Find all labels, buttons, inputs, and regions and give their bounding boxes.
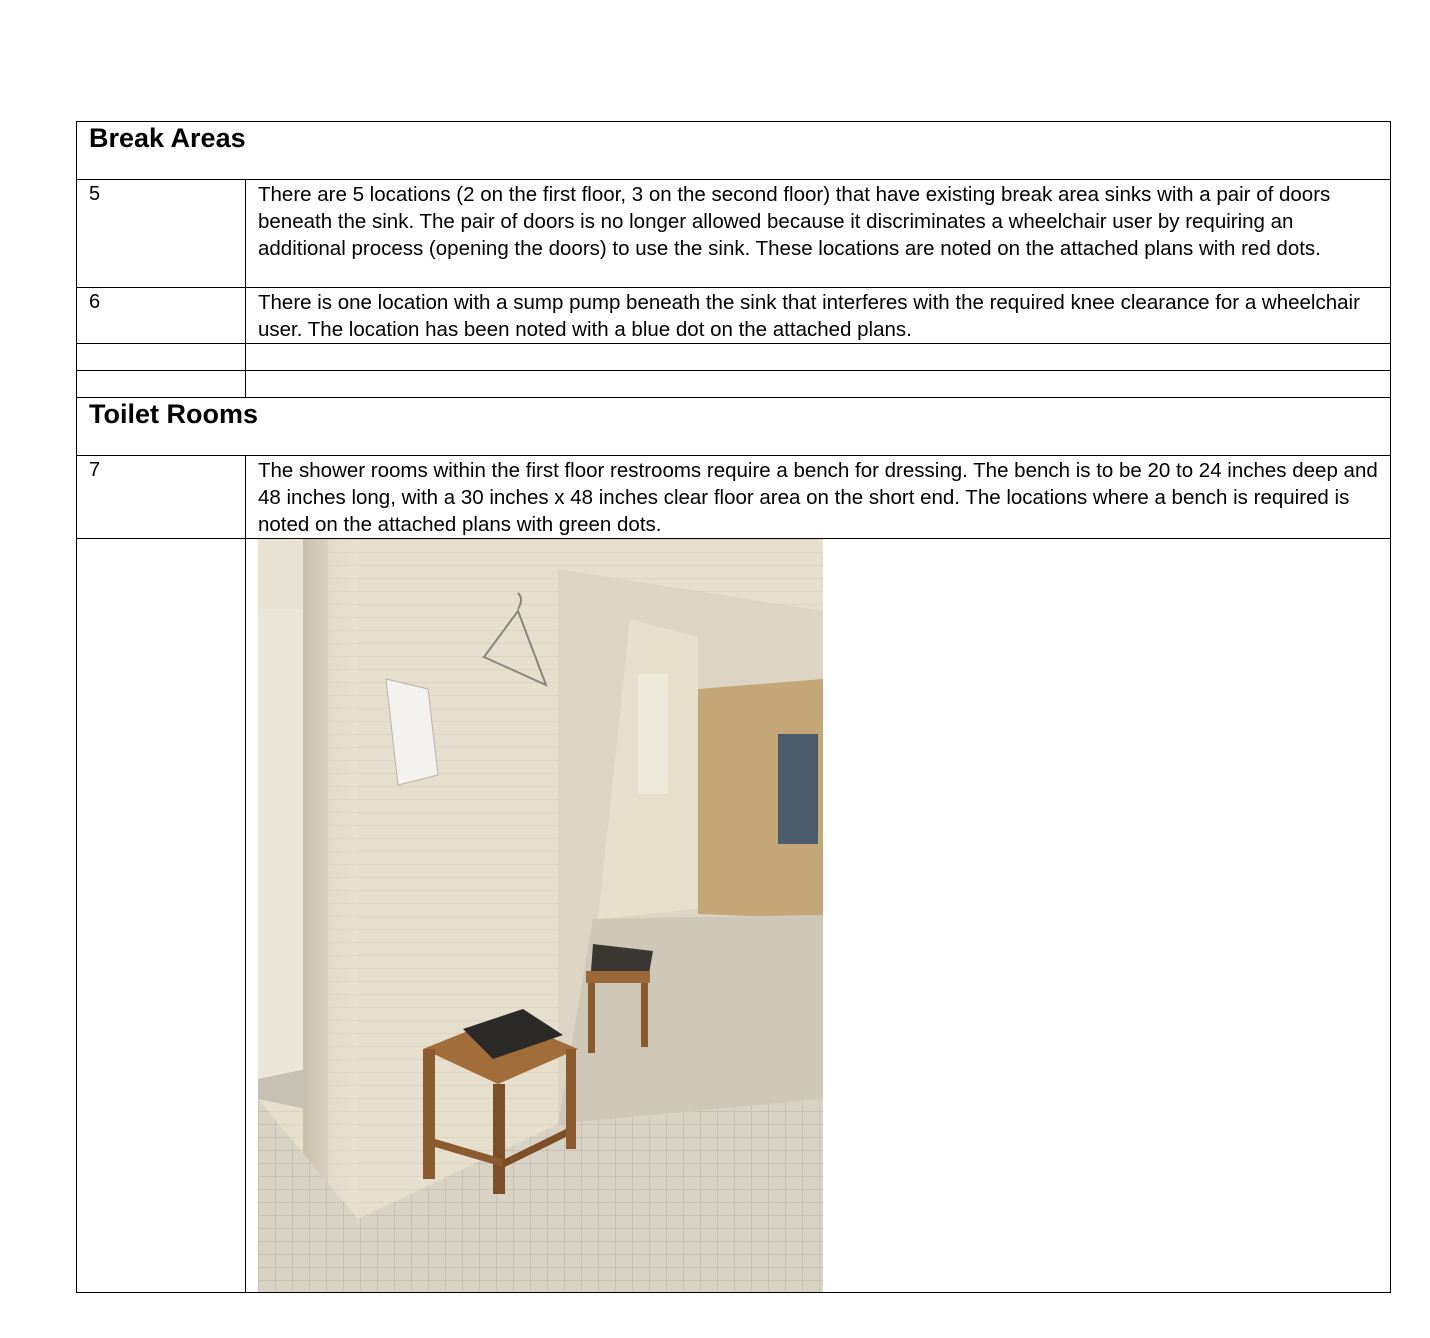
item-number: 6 bbox=[89, 291, 101, 313]
item-number: 5 bbox=[89, 183, 101, 205]
table-row bbox=[77, 288, 1391, 344]
empty-row bbox=[77, 344, 1391, 371]
item-description: There are 5 locations (2 on the first floor, 3 on the second floor) that have existing break area sinks with a pair of doors beneath the sink. The pair of doors is no longer allowed because it discriminates a wheelchair user by requiring an additional process (opening the doors) to use the sink. These locations are noted on the attached plans with red dots. bbox=[258, 183, 1331, 260]
photo-row bbox=[77, 539, 1391, 1293]
item-description: There is one location with a sump pump beneath the sink that interferes with the required knee clearance for a wheelchair user. The location has been noted with a blue dot on the attached plans. bbox=[258, 291, 1360, 341]
table-row bbox=[77, 180, 1391, 288]
item-number: 7 bbox=[89, 459, 101, 481]
accessibility-report-table bbox=[76, 121, 1391, 1293]
shower-room-bench-photo bbox=[258, 539, 823, 1292]
empty-row bbox=[77, 371, 1391, 398]
section-title: Break Areas bbox=[89, 123, 246, 153]
section-title: Toilet Rooms bbox=[89, 399, 259, 429]
table-row bbox=[77, 456, 1391, 539]
section-header-toilet-rooms bbox=[77, 398, 1391, 456]
section-header-break-areas bbox=[77, 122, 1391, 180]
item-description: The shower rooms within the first floor restrooms require a bench for dressing. The bench is to be 20 to 24 inches deep and 48 inches long, with a 30 inches x 48 inches clear floor area on the short end. The locations where a bench is required is noted on the attached plans with green dots. bbox=[258, 459, 1378, 536]
